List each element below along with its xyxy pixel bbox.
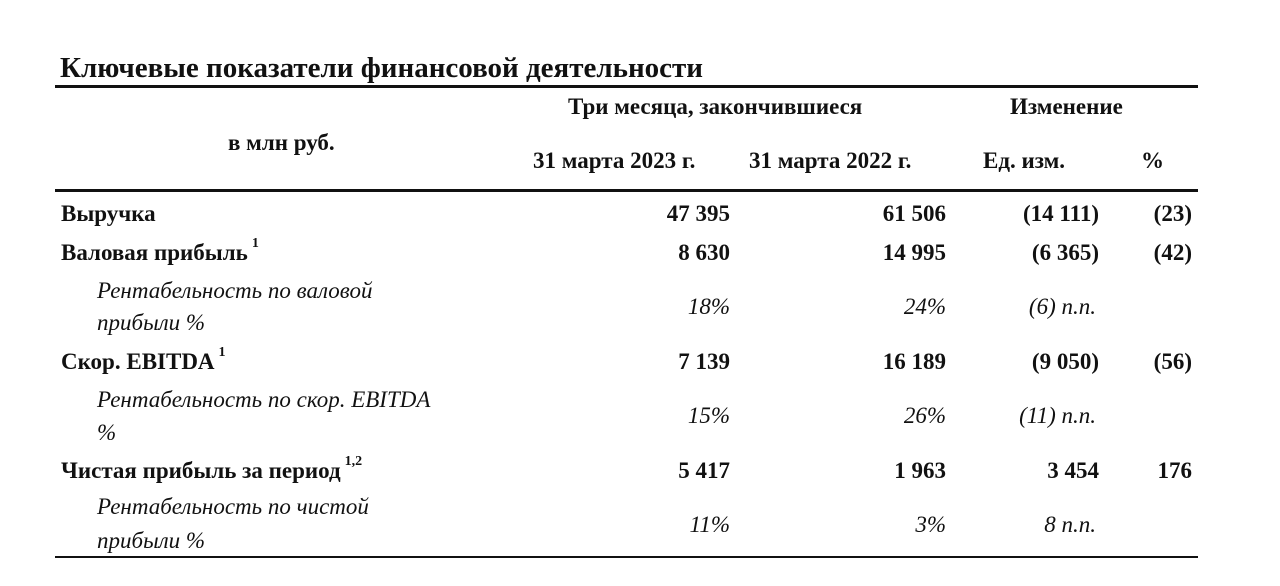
bottom-rule [55,556,1198,558]
row-label-text: Скор. EBITDA [61,349,215,374]
value-2023: 18% [687,294,730,319]
value-2022: 61 506 [882,201,946,226]
value-2023: 5 417 [678,458,730,483]
change-value: 8 п.п. [1044,512,1096,537]
row-label-line1: Рентабельность по скор. EBITDA [97,387,431,412]
row-label-line1: Рентабельность по валовой [97,278,373,303]
row-label-line2: прибыли % [97,528,206,553]
change-pct: (23) [1153,201,1192,226]
change-pct: (56) [1153,349,1192,374]
change-value: 3 454 [1047,458,1099,483]
row-label-line2: прибыли % [97,310,206,335]
col-header-2023: 31 марта 2023 г. [533,148,696,173]
change-value: (6 365) [1031,240,1099,265]
row-label [61,236,259,266]
period-group-header: Три месяца, закончившиеся [568,94,863,119]
change-value: (6) п.п. [1028,294,1096,319]
change-pct: 176 [1157,458,1192,483]
footnote-ref: 1,2 [344,454,363,470]
col-header-2022: 31 марта 2022 г. [749,148,912,173]
value-2022: 1 963 [894,458,946,483]
value-2022: 24% [903,294,946,319]
value-2023: 15% [687,403,730,428]
col-header-pct: % [1141,148,1164,173]
value-2022: 26% [903,403,946,428]
row-label-line1: Рентабельность по чистой [97,494,369,519]
col-header-unit: Ед. изм. [983,148,1066,173]
change-pct: (42) [1153,240,1192,265]
footnote-ref: 1 [218,345,226,361]
title-rule [55,85,1198,88]
row-label-line2: % [97,420,117,445]
footnote-ref: 1 [251,236,259,252]
row-label: Выручка [61,201,156,226]
change-value: (11) п.п. [1019,403,1096,428]
value-2022: 3% [915,512,946,537]
value-2022: 16 189 [882,349,946,374]
row-label [61,345,226,375]
value-2022: 14 995 [882,240,946,265]
value-2023: 11% [689,512,730,537]
change-group-header: Изменение [1010,94,1123,119]
units-label: в млн руб. [228,130,335,155]
row-label-text: Валовая прибыль [61,240,248,265]
change-value: (14 111) [1022,201,1099,226]
value-2023: 8 630 [678,240,730,265]
value-2023: 47 395 [666,201,730,226]
header-rule [55,189,1198,192]
page-title: Ключевые показатели финансовой деятельности [60,52,703,84]
change-value: (9 050) [1031,349,1099,374]
row-label [61,454,363,484]
value-2023: 7 139 [678,349,730,374]
row-label-text: Чистая прибыль за период [61,458,341,483]
